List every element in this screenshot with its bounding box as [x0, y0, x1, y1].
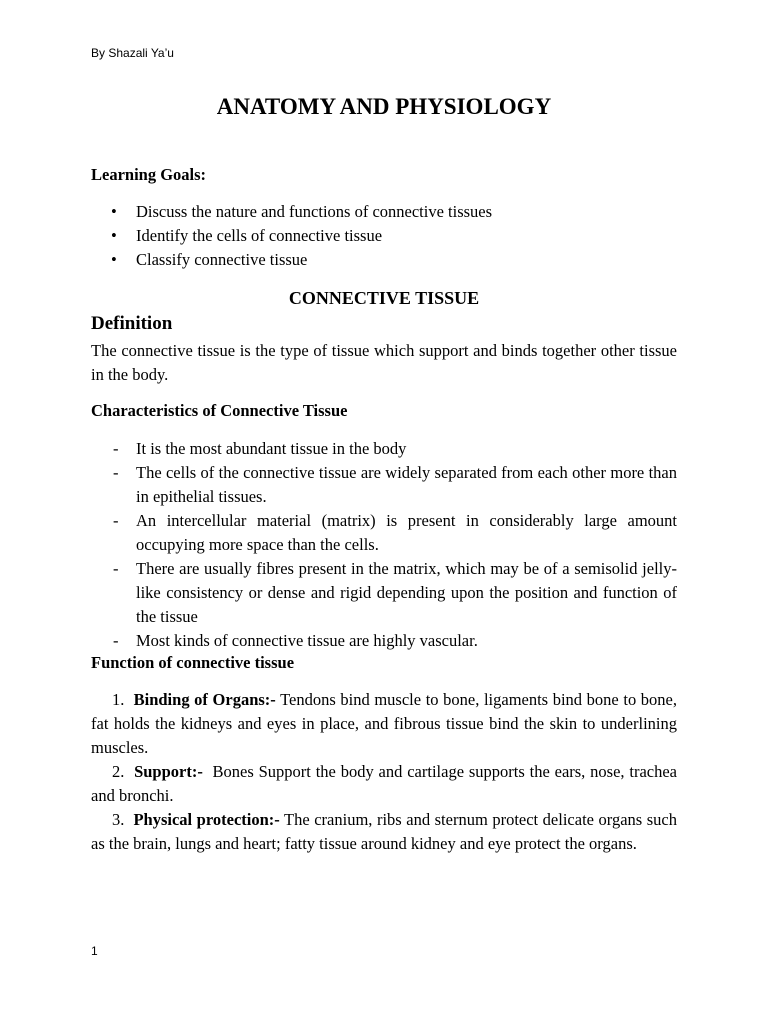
list-item	[91, 629, 677, 653]
function-text: The cranium, ribs and sternum protect delicate organs such as the brain, lungs and heart; fatty tissue around kidney and eye protect the organs.	[91, 810, 677, 853]
list-item	[91, 509, 677, 557]
list-item	[91, 760, 677, 808]
characteristic-text: Most kinds of connective tissue are highly vascular.	[136, 631, 478, 650]
bullet-icon: •	[111, 226, 117, 245]
characteristic-text: The cells of the connective tissue are widely separated from each other more than in epithelial tissues.	[136, 463, 677, 506]
characteristic-text: An intercellular material (matrix) is present in considerably large amount occupying more space than the cells.	[136, 511, 677, 554]
list-item	[91, 224, 492, 248]
learning-goals-heading: Learning Goals:	[91, 165, 207, 184]
function-number: 1.	[112, 690, 125, 709]
function-number: 2.	[112, 762, 125, 781]
list-item	[91, 248, 492, 272]
bullet-icon: •	[111, 250, 117, 269]
author-header: By Shazali Ya’u	[91, 46, 174, 60]
page-number: 1	[91, 944, 98, 958]
function-number: 3.	[112, 810, 125, 829]
learning-goal-text: Identify the cells of connective tissue	[136, 226, 383, 245]
characteristics-list	[91, 437, 677, 653]
dash-icon: -	[113, 559, 119, 578]
definition-heading: Definition	[91, 313, 173, 334]
definition-text: The connective tissue is the type of tissue which support and binds together other tissue in the body.	[91, 341, 677, 384]
learning-goal-text: Classify connective tissue	[136, 250, 308, 269]
dash-icon: -	[113, 511, 119, 530]
list-item	[91, 557, 677, 629]
dash-icon: -	[113, 439, 119, 458]
function-text: Tendons bind muscle to bone, ligaments bind bone to bone, fat holds the kidneys and eyes in place, and fibrous tissue bind the skin to underlining muscles.	[91, 690, 678, 757]
function-term: Support:-	[134, 762, 203, 781]
list-item	[91, 808, 677, 856]
functions-list	[91, 688, 677, 856]
learning-goal-text: Discuss the nature and functions of connective tissues	[136, 202, 493, 221]
page-title: ANATOMY AND PHYSIOLOGY	[216, 94, 552, 119]
learning-goals-list	[91, 200, 492, 272]
characteristic-text: It is the most abundant tissue in the body	[136, 439, 407, 458]
dash-icon: -	[113, 463, 119, 482]
dash-icon: -	[113, 631, 119, 650]
function-term: Binding of Organs:-	[133, 690, 276, 709]
list-item	[91, 437, 677, 461]
section-title: CONNECTIVE TISSUE	[288, 288, 480, 308]
functions-heading: Function of connective tissue	[91, 653, 295, 672]
list-item	[91, 461, 677, 509]
function-text: Bones Support the body and cartilage supports the ears, nose, trachea and bronchi.	[91, 762, 677, 805]
function-term: Physical protection:-	[133, 810, 280, 829]
list-item	[91, 200, 492, 224]
list-item	[91, 688, 677, 760]
characteristics-heading: Characteristics of Connective Tissue	[91, 401, 348, 420]
bullet-icon: •	[111, 202, 117, 221]
characteristic-text: There are usually fibres present in the matrix, which may be of a semisolid jelly-like consistency or dense and rigid depending upon the position and function of the tissue	[136, 559, 677, 626]
